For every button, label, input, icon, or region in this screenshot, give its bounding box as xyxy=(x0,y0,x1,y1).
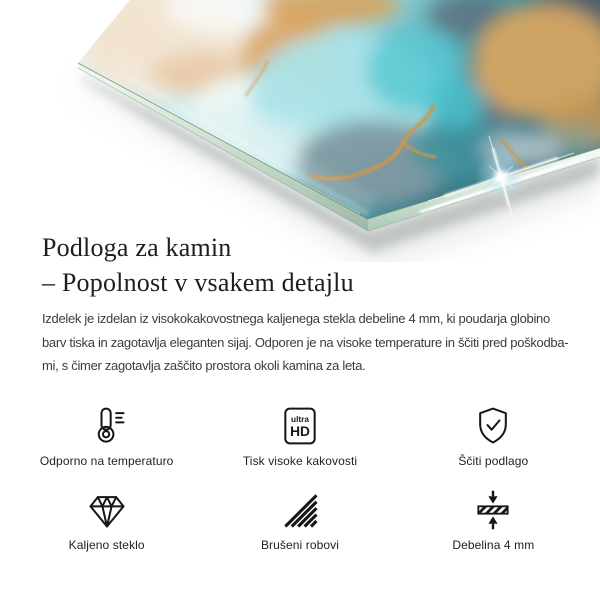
feature-label: Kaljeno steklo xyxy=(68,538,145,552)
feature-grid xyxy=(10,398,590,566)
feature-protects-surface xyxy=(397,398,590,482)
polished-edge-icon xyxy=(277,487,323,533)
ultra-hd-badge-bottom: HD xyxy=(290,424,310,440)
description-line: Izdelek je izdelan iz visokokakovostnega kaljenega stekla debeline 4 mm, ki poudarja globino xyxy=(42,311,550,326)
description-line: barv tiska in zagotavlja eleganten sijaj. Odporen je na visoke temperature in ščiti pred poškodba- xyxy=(42,334,569,350)
product-description xyxy=(42,307,568,378)
feature-label: Brušeni robovi xyxy=(260,538,340,552)
ultra-hd-badge-top: ultra xyxy=(291,414,309,424)
diamond-icon xyxy=(84,487,130,533)
product-photo xyxy=(0,0,600,262)
thermometer-icon xyxy=(84,403,130,449)
feature-label: Tisk visoke kakovosti xyxy=(242,454,358,468)
feature-label: Odporno na temperaturo xyxy=(39,454,174,468)
feature-polished-edges xyxy=(203,482,396,566)
ultra-hd-icon xyxy=(277,403,323,449)
thickness-icon xyxy=(470,487,516,533)
description-line: mi, s čimer zagotavlja zaščito prostora okoli kamina za leta. xyxy=(42,358,366,373)
shield-check-icon xyxy=(470,403,516,449)
feature-label: Ščiti podlago xyxy=(458,454,529,468)
page-title xyxy=(42,231,354,300)
feature-temperature xyxy=(10,398,203,482)
page-title-line1: Podloga za kamin xyxy=(42,233,232,262)
page-title-line2: – Popolnost v vsakem detajlu xyxy=(42,267,354,297)
feature-thickness xyxy=(397,482,590,566)
feature-tempered-glass xyxy=(10,482,203,566)
feature-label: Debelina 4 mm xyxy=(452,538,535,552)
feature-print-quality xyxy=(203,398,396,482)
